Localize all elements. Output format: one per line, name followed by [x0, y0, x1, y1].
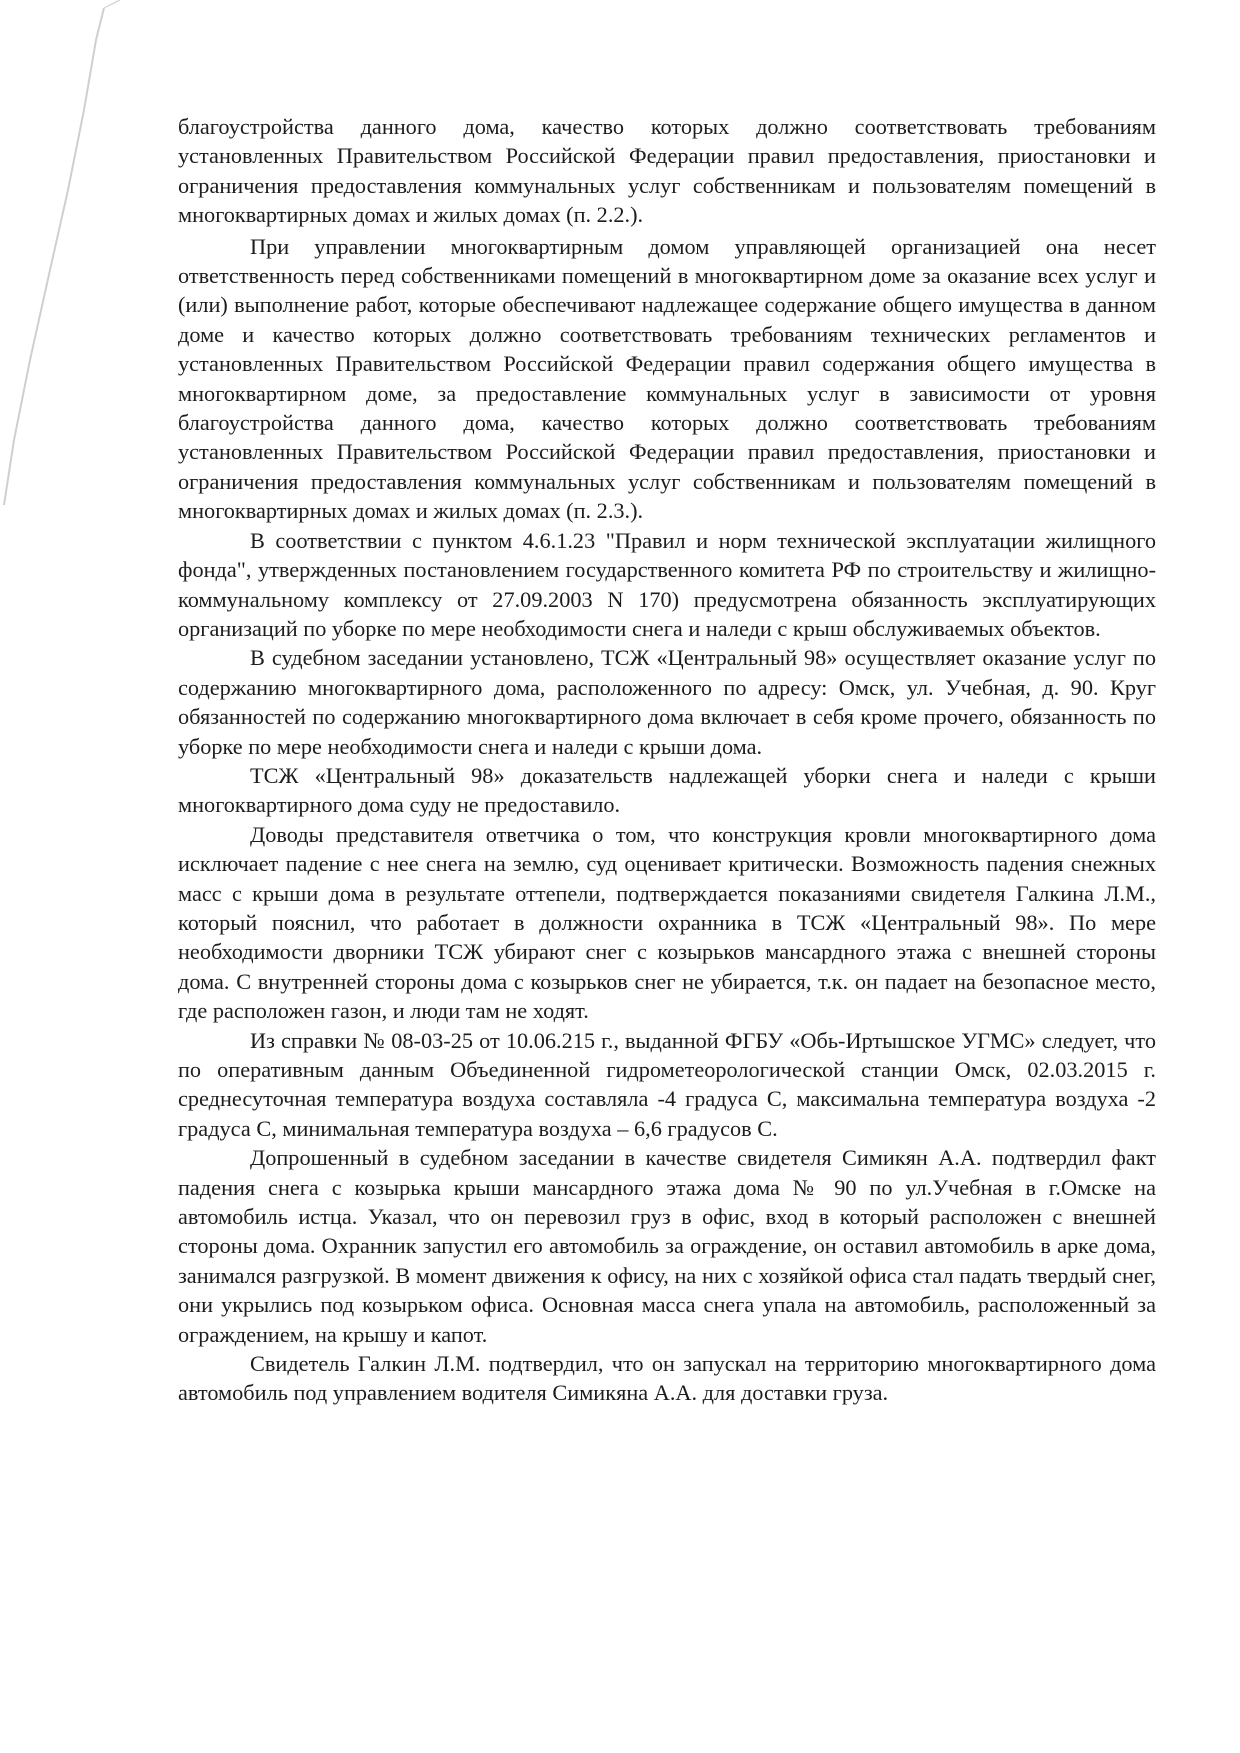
paragraph-3: В соответствии с пунктом 4.6.1.23 "Правил и норм технической эксплуатации жилищного фонда", утвержденных постановлением государственного комитета РФ по строительству и жилищно-коммунальному комплексу от 27.09.2003 N 170) предусмотрена обязанность эксплуатирующих организаций по уборке по мере необходимости снега и наледи с крыш обслуживаемых объектов.: [178, 527, 1156, 641]
paragraph-4: В судебном заседании установлено, ТСЖ «Центральный 98» осуществляет оказание услуг по содержанию многоквартирного дома, расположенного по адресу: Омск, ул. Учебная, д. 90. Круг обязанностей по содержанию многоквартирного дома включает в себя кроме прочего, обязанность по уборке по мере необходимости снега и наледи с крыши дома.: [178, 645, 1156, 759]
paragraph-6: Доводы представителя ответчика о том, что конструкция кровли многоквартирного дома исключает падение с нее снега на землю, суд оценивает критически. Возможность падения снежных масс с крыши дома в результате оттепели, подтверждается показаниями свидетеля Галкина Л.М., который пояснил, что работает в должности охранника в ТСЖ «Центральный 98». По мере необходимости дворники ТСЖ убирают снег с козырьков мансардного этажа с внешней стороны дома. С внутренней стороны дома с козырьков снег не убирается, т.к. он падает на безопасное место, где расположен газон, и люди там не ходят.: [178, 821, 1156, 1024]
document-text: [178, 112, 1156, 1408]
paragraph-8: Допрошенный в судебном заседании в качестве свидетеля Симикян А.А. подтвердил факт падения снега с козырька крыши мансардного этажа дома № 90 по ул.Учебная в г.Омске на автомобиль истца. Указал, что он перевозил груз в офис, вход в который расположен с внешней стороны дома. Охранник запустил его автомобиль за ограждение, он оставил автомобиль в арке дома, занимался разгрузкой. В момент движения к офису, на них с хозяйкой офиса стал падать твердый снег, они укрылись под козырьком офиса. Основная масса снега упала на автомобиль, расположенный за ограждением, на крышу и капот.: [178, 1145, 1156, 1347]
paragraph-9: Свидетель Галкин Л.М. подтвердил, что он запускал на территорию многоквартирного дома автомобиль под управлением водителя Симикяна А.А. для доставки груза.: [178, 1351, 1156, 1406]
scan-fold-mark: [0, 0, 120, 520]
paragraph-2: При управлении многоквартирным домом управляющей организацией она несет ответственность перед собственниками помещений в многоквартирном доме за оказание всех услуг и (или) выполнение работ, которые обеспечивают надлежащее содержание общего имущества в данном доме и качество которых должно соответствовать требованиям технических регламентов и установленных Правительством Российской Федерации правил содержания общего имущества в многоквартирном доме, за предоставление коммунальных услуг в зависимости от уровня благоустройства данного дома, качество которых должно соответствовать требованиям установленных Правительством Российской Федерации правил предоставления, приостановки и ограничения предоставления коммунальных услуг собственникам и пользователям помещений в многоквартирных домах и жилых домах (п. 2.3.).: [178, 233, 1156, 524]
paragraph-5: ТСЖ «Центральный 98» доказательств надлежащей уборки снега и наледи с крыши многоквартирного дома суду не предоставило.: [178, 762, 1156, 818]
paragraph-1: благоустройства данного дома, качество которых должно соответствовать требованиям установленных Правительством Российской Федерации правил предоставления, приостановки и ограничения предоставления коммунальных услуг собственникам и пользователям помещений в многоквартирных домах и жилых домах (п. 2.2.).: [178, 114, 1156, 228]
paragraph-7: Из справки № 08-03-25 от 10.06.215 г., выданной ФГБУ «Обь-Иртышское УГМС» следует, что по оперативным данным Объединенной гидрометеорологической станции Омск, 02.03.2015 г. среднесуточная температура воздуха составляла -4 градуса С, максимальна температура воздуха -2 градуса С, минимальная температура воздуха – 6,6 градусов С.: [178, 1027, 1156, 1141]
